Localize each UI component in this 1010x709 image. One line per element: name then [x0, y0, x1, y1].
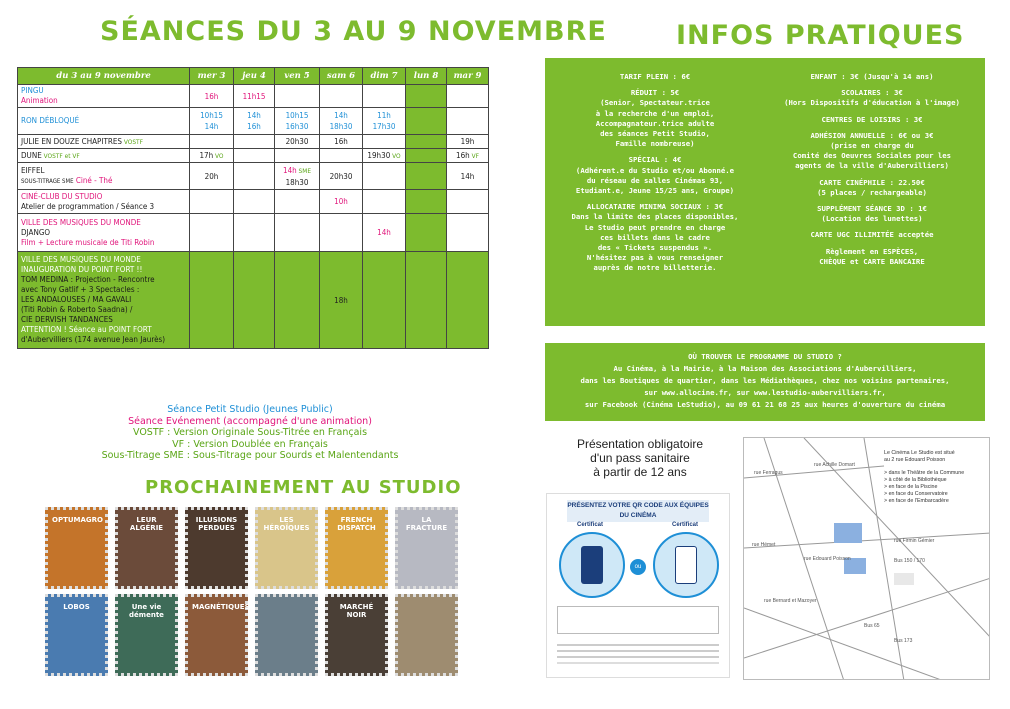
time-cell: [320, 135, 363, 149]
infos-title: INFOS PRATIQUES: [676, 20, 965, 51]
access-map: [743, 437, 990, 680]
map-info-line: > dans le Théâtre de la Commune: [884, 470, 965, 476]
where-line: OÙ TROUVER LE PROGRAMME DU STUDIO ?: [688, 352, 842, 361]
poster-title: FRENCH DISPATCH: [337, 516, 376, 532]
film-line: DJANGO: [21, 227, 51, 237]
pass-rules-box: [557, 606, 719, 634]
time-cell: [447, 108, 489, 135]
movie-poster: [185, 507, 248, 589]
where-line: sur Facebook (Cinéma LeStudio), au 09 61 21 68 25 aux heures d'ouverture du cinéma: [584, 400, 946, 409]
time-cell: [275, 163, 320, 190]
time-cell: [275, 135, 320, 149]
time-cell: [363, 149, 406, 163]
map-street-label: rue Edouard Poisson: [804, 556, 851, 562]
time-cell: [320, 214, 363, 252]
time-cell: [320, 252, 363, 349]
poster-title: LA FRACTURE: [405, 516, 448, 532]
time-cell: [406, 149, 447, 163]
time-cell: [363, 163, 406, 190]
time-cell: [406, 85, 447, 108]
time-cell: [234, 252, 275, 349]
map-info-line: > à côté de la Bibliothèque: [884, 477, 947, 483]
time-cell: [275, 252, 320, 349]
infos-box: [545, 58, 985, 326]
schedule-header-cell: du 3 au 9 novembre: [18, 68, 190, 85]
info-line: ALLOCATAIRE MINIMA SOCIAUX : 3€: [586, 202, 724, 212]
time-cell: [320, 149, 363, 163]
movie-poster: [115, 507, 178, 589]
time-cell: [363, 85, 406, 108]
event-line: TOM MEDINA : Projection - Rencontre: [21, 275, 155, 284]
poster-title: Une vie démente: [129, 603, 164, 619]
time-cell: [363, 135, 406, 149]
film-version: VOSTF et VF: [41, 151, 80, 160]
schedule-header-cell: ven 5: [275, 68, 320, 85]
film-line: CINÉ-CLUB DU STUDIO: [21, 191, 103, 201]
time-cell: [190, 85, 234, 108]
where-line: dans les Boutiques de quartier, dans les Médiathèques, chez nos voisins partenaires,: [580, 376, 950, 385]
time-cell: [406, 252, 447, 349]
showtime-version: VF: [469, 151, 479, 160]
schedule-row: [18, 135, 489, 149]
info-line: Le Studio peut prendre en charge: [584, 222, 726, 232]
time-cell: [447, 163, 489, 190]
film-line: EIFFEL: [21, 165, 45, 175]
showtime: 14h: [334, 111, 348, 120]
time-cell: [190, 190, 234, 214]
time-cell: [406, 135, 447, 149]
showtime: 10h15: [285, 111, 309, 120]
showtime: 16h30: [285, 122, 309, 131]
info-line: à la recherche d'un emploi,: [595, 108, 715, 118]
info-line: Famille nombreuse): [615, 139, 695, 149]
where-line: sur www.allocine.fr, sur www.lestudio-aubervilliers.fr,: [644, 388, 886, 397]
film-line: RON DÉBLOQUÉ: [21, 116, 80, 125]
schedule-row: [18, 85, 489, 108]
time-cell: [190, 252, 234, 349]
poster-title: OPTUMAGRO: [52, 516, 104, 524]
time-cell: [406, 108, 447, 135]
phone-icon: [581, 546, 603, 584]
info-line: ADHÉSION ANNUELLE : 6€ ou 3€: [810, 130, 934, 140]
schedule-header-cell: lun 8: [406, 68, 447, 85]
schedule-row: [18, 149, 489, 163]
showtime: 19h: [460, 137, 475, 146]
poster-title: LEUR ALGÉRIE: [129, 516, 164, 532]
film-line: VILLE DES MUSIQUES DU MONDE: [21, 217, 141, 227]
movie-poster: [255, 507, 318, 589]
showtime: 16h: [247, 122, 261, 131]
info-line: CENTRES DE LOISIRS : 3€: [821, 114, 923, 124]
time-cell: [190, 135, 234, 149]
movie-poster: [45, 594, 108, 676]
info-line: (Hors Dispositifs d'éducation à l'image): [784, 98, 960, 108]
showtime: 17h VO: [199, 150, 224, 160]
showtime: 20h30: [329, 171, 353, 181]
film-cell: [18, 135, 190, 149]
time-cell: [320, 108, 363, 135]
showtime: 11h: [377, 111, 391, 120]
time-cell: [406, 214, 447, 252]
event-line: LES ANDALOUSES / MA GAVALI: [21, 295, 132, 304]
info-line: RÉDUIT : 5€: [630, 88, 680, 98]
showtime-version: VO: [390, 151, 401, 160]
event-line: ATTENTION ! Séance au POINT FORT: [21, 325, 152, 334]
info-line: (prise en charge du: [830, 141, 914, 151]
movie-poster: [45, 507, 108, 589]
ou-badge: ou: [630, 559, 646, 575]
time-cell: [275, 149, 320, 163]
map-info-line: > en face de la Piscine: [884, 484, 938, 490]
map-info-line: > en face du Conservatoire: [884, 491, 948, 497]
poster-title: LES HÉROÏQUES: [263, 516, 310, 532]
info-line: auprès de notre billetterie.: [593, 263, 717, 273]
event-line: CIE DERVISH TANDANCES: [21, 315, 113, 324]
movie-poster: [255, 594, 318, 676]
time-cell: [234, 85, 275, 108]
info-line: (Senior, Spectateur.trice: [600, 98, 710, 108]
poster-title: LOBOS: [63, 603, 90, 611]
map-street-label: Bus 65: [864, 623, 880, 629]
info-line: (Location des lunettes): [821, 214, 923, 224]
schedule-header-cell: sam 6: [320, 68, 363, 85]
map-info: [884, 450, 988, 505]
showtime: 17h30: [372, 122, 396, 131]
time-cell: [447, 190, 489, 214]
showtime: 20h30: [285, 137, 309, 146]
showtime: 10h: [334, 197, 348, 206]
infos-right-column: [767, 72, 977, 267]
time-cell: [190, 163, 234, 190]
showtime: 16h: [334, 137, 348, 146]
film-cell: [18, 108, 190, 135]
showtime: 11h15: [242, 91, 266, 101]
info-line: agents de la ville d'Aubervilliers): [795, 161, 949, 171]
time-cell: [234, 163, 275, 190]
film-version: VOSTF: [122, 137, 143, 146]
movie-poster: [185, 594, 248, 676]
time-cell: [320, 163, 363, 190]
event-line: d'Aubervilliers (174 avenue Jean Jaurès): [21, 335, 166, 344]
showtime: 14h: [377, 228, 391, 237]
map-street-label: rue Firmin Gémier: [894, 538, 935, 544]
time-cell: [275, 85, 320, 108]
film-line: Atelier de programmation / Séance 3: [21, 201, 155, 211]
where-box: [545, 343, 985, 421]
schedule-row-event: [18, 252, 489, 349]
film-cell: [18, 85, 190, 108]
time-cell: [320, 85, 363, 108]
schedule-header-cell: mar 9: [447, 68, 489, 85]
info-line: ces billets dans le cadre: [600, 232, 710, 242]
info-line: N'hésitez pas à vous renseigner: [586, 253, 724, 263]
time-cell: [447, 85, 489, 108]
schedule-row: [18, 108, 489, 135]
showtime: 20h: [204, 171, 219, 181]
time-cell: [190, 149, 234, 163]
legend-line: VOSTF : Version Originale Sous-Titrée en Français: [132, 427, 368, 438]
legend-line: VF : Version Doublée en Français: [172, 438, 328, 450]
cert-right-label: Certificat: [672, 522, 699, 528]
film-line: SOUS-TITRAGE SME Ciné - Thé: [21, 175, 113, 185]
time-cell: [447, 135, 489, 149]
time-cell: [320, 190, 363, 214]
showtime: 14h SME: [282, 165, 312, 175]
legend: [100, 404, 400, 462]
legend-line: Séance Petit Studio (Jeunes Public): [167, 404, 333, 415]
time-cell: [275, 108, 320, 135]
pass-banner: PRÉSENTEZ VOTRE QR CODE AUX ÉQUIPES DU CINÉMA: [567, 500, 709, 522]
showtime: 14h: [204, 122, 219, 131]
time-cell: [363, 252, 406, 349]
showtime: 14h: [460, 171, 475, 181]
showtime: 14h: [247, 111, 261, 120]
where-line: Au Cinéma, à la Mairie, à la Maison des Associations d'Aubervilliers,: [613, 364, 917, 373]
map-street-label: rue Achille Domart: [814, 462, 855, 468]
poster-title: ILLUSIONS PERDUES: [195, 516, 238, 532]
schedule-table: [17, 67, 489, 349]
movie-poster: [395, 594, 458, 676]
map-info-line: Le Cinéma Le Studio est situé: [884, 450, 955, 456]
time-cell: [406, 163, 447, 190]
seances-title: SÉANCES DU 3 AU 9 NOVEMBRE: [100, 16, 607, 47]
info-line: des « Tickets suspendus ».: [597, 243, 713, 253]
event-line: avec Tony Gatlif + 3 Spectacles :: [21, 285, 140, 294]
schedule-header-cell: mer 3: [190, 68, 234, 85]
film-cell: [18, 163, 190, 190]
info-line: CHÈQUE et CARTE BANCAIRE: [819, 256, 925, 266]
movie-poster: [395, 507, 458, 589]
event-line: VILLE DES MUSIQUES DU MONDE: [21, 255, 141, 264]
poster-title: MARCHÉ NOIR: [339, 603, 374, 619]
schedule-row: [18, 214, 489, 252]
showtime: 16h: [204, 91, 219, 101]
film-line: JULIE EN DOUZE CHAPITRES VOSTF: [21, 136, 143, 146]
schedule-header-cell: jeu 4: [234, 68, 275, 85]
schedule-header-cell: dim 7: [363, 68, 406, 85]
time-cell: [190, 214, 234, 252]
film-line: Film + Lecture musicale de Titi Robin: [21, 237, 155, 247]
map-street-label: Bus 150 / 170: [894, 558, 925, 564]
info-line: TARIF PLEIN : 6€: [619, 72, 691, 81]
film-line: DUNE VOSTF et VF: [21, 150, 80, 160]
info-line: SPÉCIAL : 4€: [628, 155, 682, 165]
showtime: 18h30: [329, 122, 353, 131]
map-street-label: Bus 173: [894, 638, 913, 644]
cert-left-label: Certificat: [577, 522, 604, 528]
film-line: PINGU: [21, 86, 44, 95]
event-line: (Titi Robin & Roberto Saadna) /: [21, 305, 133, 314]
time-cell: [234, 149, 275, 163]
map-street-label: rue Hémet: [752, 542, 776, 548]
info-line: SUPPLÉMENT SÉANCE 3D : 1€: [817, 204, 927, 214]
poster-title: MAGNÉTIQUES: [192, 603, 250, 611]
film-version: Ciné - Thé: [73, 175, 113, 185]
pass-line: à partir de 12 ans: [593, 465, 687, 479]
time-cell: [363, 108, 406, 135]
info-line: SCOLAIRES : 3€: [841, 88, 903, 98]
info-line: Etudiant.e, Jeune 15/25 ans, Groupe): [575, 186, 735, 196]
showtime: 19h30 VO: [367, 150, 401, 160]
info-line: Dans la limite des places disponibles,: [571, 212, 739, 222]
pass-line: d'un pass sanitaire: [590, 451, 690, 465]
info-line: (Adhérent.e du Studio et/ou Abonné.e: [575, 165, 735, 175]
pass-line: Présentation obligatoire: [576, 437, 704, 451]
info-line: (5 places / rechargeable): [817, 187, 927, 197]
time-cell: [363, 190, 406, 214]
schedule-row: [18, 190, 489, 214]
showtime: 18h: [334, 295, 348, 305]
info-line: CARTE UGC ILLIMITÉE acceptée: [810, 230, 934, 240]
info-line: CARTE CINÉPHILE : 22.50€: [819, 177, 925, 187]
time-cell: [406, 190, 447, 214]
schedule-row: [18, 163, 489, 190]
time-cell: [363, 214, 406, 252]
movie-poster: [115, 594, 178, 676]
showtime-version: SME: [296, 166, 312, 175]
showtime: 16h VF: [456, 150, 479, 160]
film-cell: [18, 190, 190, 214]
paper-certificate-icon: [675, 546, 697, 584]
legend-line: Sous-Titrage SME : Sous-Titrage pour Sourds et Malentendants: [101, 450, 399, 461]
map-info-line: au 2 rue Edouard Poisson: [884, 457, 946, 463]
film-cell: [18, 149, 190, 163]
info-line: ENFANT : 3€ (Jusqu'à 14 ans): [810, 72, 934, 81]
pass-sanitaire-visual: [546, 493, 730, 678]
map-info-line: > en face de l'Embarcadère: [884, 498, 949, 504]
info-line: Comité des Oeuvres Sociales pour les: [792, 151, 952, 161]
info-line: Accompagnateur.trice adulte: [595, 118, 715, 128]
map-street-label: rue Bernard et Mazoyer: [764, 598, 817, 604]
time-cell: [234, 135, 275, 149]
showtime-version: VO: [213, 151, 224, 160]
info-line: Règlement en ESPÈCES,: [825, 246, 919, 256]
time-cell: [275, 190, 320, 214]
film-cell: [18, 252, 190, 349]
time-cell: [190, 108, 234, 135]
movie-poster: [325, 507, 388, 589]
info-line: du réseau de salles Cinémas 93,: [586, 175, 724, 185]
showtime: 10h15: [200, 111, 223, 120]
schedule-header-row: [18, 68, 489, 85]
time-cell: [275, 214, 320, 252]
showtime: 18h30: [285, 177, 309, 187]
time-cell: [447, 252, 489, 349]
time-cell: [234, 108, 275, 135]
infos-left-column: [555, 72, 755, 274]
pass-text: [548, 437, 732, 479]
prochainement-title: PROCHAINEMENT AU STUDIO: [145, 477, 462, 498]
film-line: Animation: [21, 96, 58, 105]
time-cell: [234, 190, 275, 214]
time-cell: [234, 214, 275, 252]
film-cell: [18, 214, 190, 252]
info-line: des séances Petit Studio,: [600, 129, 710, 139]
movie-poster: [325, 594, 388, 676]
legend-line: Séance Evénement (accompagné d'une animation): [128, 415, 372, 427]
pass-fine-print: [557, 644, 719, 646]
time-cell: [447, 149, 489, 163]
map-street-label: rue Ferragus: [754, 470, 783, 476]
time-cell: [447, 214, 489, 252]
event-line: INAUGURATION DU POINT FORT !!: [21, 265, 143, 274]
